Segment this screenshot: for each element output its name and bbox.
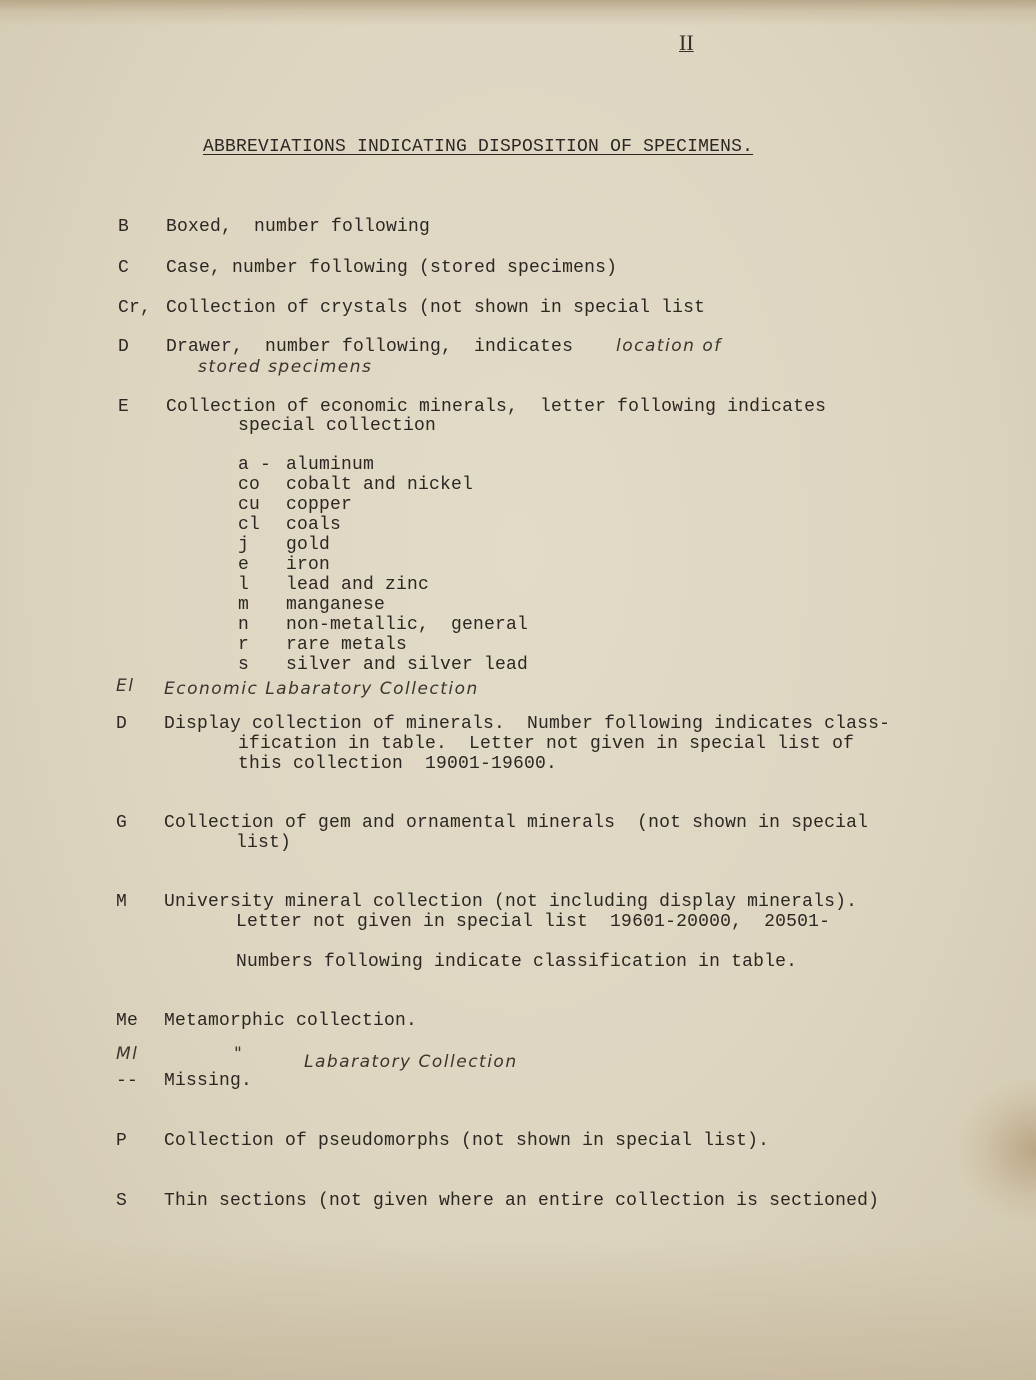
entry-text-p: Collection of pseudomorphs (not shown in special list). xyxy=(164,1131,770,1151)
handwritten-lab-collection: Labaratory Collection xyxy=(304,1052,518,1072)
entry-text-m-line3: Numbers following indicate classification in table. xyxy=(236,952,798,972)
entry-text-d-drawer: Drawer, number following, indicates xyxy=(166,337,574,357)
paper-stain-top xyxy=(0,0,1036,26)
entry-code-d-display: D xyxy=(116,714,128,734)
entry-text-c: Case, number following (stored specimens) xyxy=(166,258,618,278)
paper-stain-right xyxy=(960,1080,1036,1220)
handwritten-code-el: El xyxy=(116,676,135,696)
entry-code-d-drawer: D xyxy=(118,337,130,357)
subcode-name: aluminum xyxy=(286,455,375,475)
paper-stain-bottom xyxy=(0,1238,1036,1380)
subcode-code: m xyxy=(238,595,250,615)
entry-text-d-display-line2: ification in table. Letter not given in special list of xyxy=(238,734,855,754)
entry-code-p: P xyxy=(116,1131,128,1151)
entry-text-m-line2: Letter not given in special list 19601-20000, 20501- xyxy=(236,912,831,932)
entry-text-b: Boxed, number following xyxy=(166,217,431,237)
entry-code-e: E xyxy=(118,397,130,417)
subcode-code: co xyxy=(238,475,261,495)
entry-text-e-line2: special collection xyxy=(238,416,437,436)
entry-text-d-display-line3: this collection 19001-19600. xyxy=(238,754,558,774)
page-heading: ABBREVIATIONS INDICATING DISPOSITION OF SPECIMENS. xyxy=(203,137,754,157)
entry-text-cr: Collection of crystals (not shown in special list xyxy=(166,298,706,318)
entry-text-s: Thin sections (not given where an entire collection is sectioned) xyxy=(164,1191,880,1211)
subcode-code: s xyxy=(238,655,250,675)
entry-code-me: Me xyxy=(116,1011,139,1031)
entry-code-cr: Cr, xyxy=(118,298,152,318)
entry-text-missing: Missing. xyxy=(164,1071,253,1091)
subcode-code: e xyxy=(238,555,250,575)
subcode-name: cobalt and nickel xyxy=(286,475,474,495)
handwritten-economic-lab-collection: Economic Labaratory Collection xyxy=(164,679,479,699)
entry-code-m: M xyxy=(116,892,128,912)
entry-text-g-line1: Collection of gem and ornamental minerals (not shown in special xyxy=(164,813,869,833)
subcode-name: copper xyxy=(286,495,353,515)
subcode-code: cu xyxy=(238,495,261,515)
subcode-name: iron xyxy=(286,555,331,575)
subcode-name: silver and silver lead xyxy=(286,655,529,675)
subcode-name: rare metals xyxy=(286,635,408,655)
entry-code-missing: -- xyxy=(116,1071,139,1091)
entry-code-s: S xyxy=(116,1191,128,1211)
subcode-code: n xyxy=(238,615,250,635)
handwritten-location-of: location of xyxy=(616,336,722,356)
entry-code-c: C xyxy=(118,258,130,278)
subcode-code: j xyxy=(238,535,250,555)
entry-text-me: Metamorphic collection. xyxy=(164,1011,418,1031)
entry-code-g: G xyxy=(116,813,128,833)
handwritten-stored-specimens: stored specimens xyxy=(198,357,373,377)
subcode-code: l xyxy=(238,575,250,595)
entry-text-g-line2: list) xyxy=(236,833,292,853)
entry-code-b: B xyxy=(118,217,130,237)
subcode-code: r xyxy=(238,635,250,655)
subcode-name: lead and zinc xyxy=(286,575,430,595)
entry-text-m-line1: University mineral collection (not including display minerals). xyxy=(164,892,858,912)
subcode-code: a - xyxy=(238,455,272,475)
subcode-code: cl xyxy=(238,515,261,535)
subcode-name: non-metallic, general xyxy=(286,615,529,635)
page-number: II xyxy=(679,30,694,55)
handwritten-ditto-mark: " xyxy=(234,1044,244,1064)
subcode-name: coals xyxy=(286,515,342,535)
subcode-name: manganese xyxy=(286,595,386,615)
entry-text-d-display-line1: Display collection of minerals. Number following indicates class- xyxy=(164,714,891,734)
subcode-name: gold xyxy=(286,535,331,555)
entry-text-e-line1: Collection of economic minerals, letter following indicates xyxy=(166,397,827,417)
handwritten-code-ml: Ml xyxy=(116,1044,139,1064)
